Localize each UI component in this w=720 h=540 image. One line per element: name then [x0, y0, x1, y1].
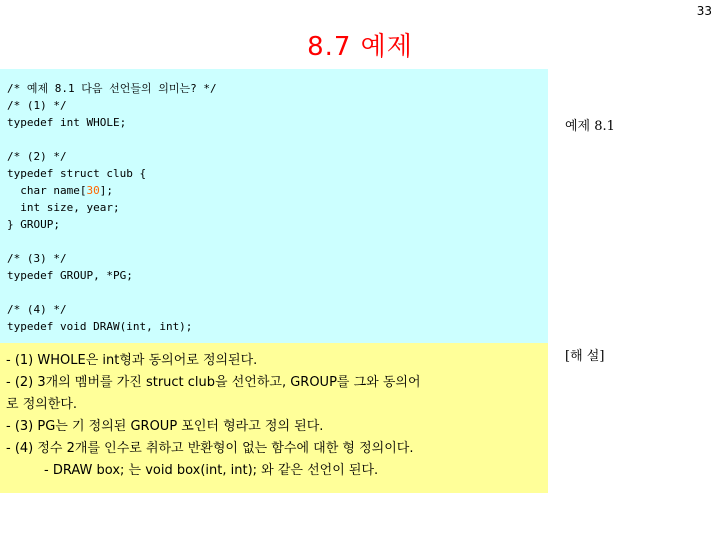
explanation-line: - (2) 3개의 멤버를 가진 struct club을 선언하고, GROUP를 그와 동의어 [6, 375, 421, 390]
example-label: 예제 8.1 [565, 119, 615, 134]
code-line: } GROUP; [7, 218, 60, 231]
explanation-line: - (3) PG는 기 정의된 GROUP 포인터 형라고 정의 된다. [6, 419, 324, 434]
code-line: char name[30]; [7, 184, 113, 197]
explanation-line: - (4) 정수 2개를 인수로 취하고 반환형이 없는 함수에 대한 형 정의이다. [6, 441, 414, 456]
slide-title: 8.7 예제 [307, 32, 413, 62]
number-literal: 30 [86, 184, 100, 197]
code-line: int size, year; [7, 201, 120, 214]
code-line: typedef GROUP, *PG; [7, 269, 133, 282]
code-line: /* (2) */ [7, 150, 67, 163]
page-number: 33 [696, 4, 712, 18]
code-block [7, 80, 217, 335]
code-line: /* (1) */ [7, 99, 67, 112]
code-line: /* 예제 8.1 다음 선언들의 의미는? */ [7, 82, 217, 95]
explanation-line: 로 정의한다. [6, 397, 78, 412]
code-line: typedef int WHOLE; [7, 116, 127, 129]
explanation-label: [해 설] [565, 349, 605, 364]
explanation-line: - DRAW box; 는 void box(int, int); 와 같은 선언이 된다. [44, 463, 379, 478]
code-line: typedef void DRAW(int, int); [7, 320, 193, 333]
code-line: /* (3) */ [7, 252, 67, 265]
explanation-line: - (1) WHOLE은 int형과 동의어로 정의된다. [6, 353, 258, 368]
code-line: typedef struct club { [7, 167, 147, 180]
explanation-text [6, 350, 546, 482]
code-line: /* (4) */ [7, 303, 67, 316]
